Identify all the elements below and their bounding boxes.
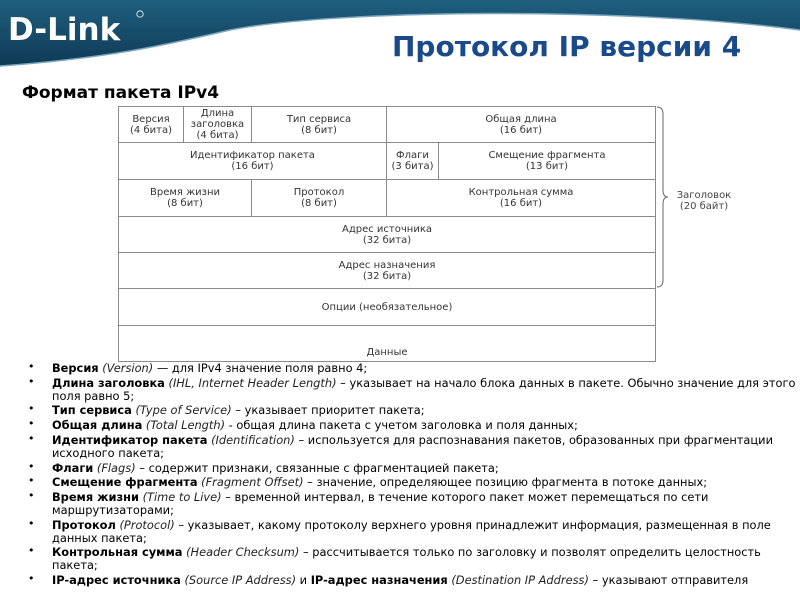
dlink-logo: D-Link: [8, 12, 121, 48]
field-protocol: Протокол (8 бит): [251, 179, 387, 217]
field-descriptions: [24, 362, 796, 589]
field-ihl: Длина заголовка (4 бита): [183, 106, 252, 143]
list-item: • Смещение фрагмента (Fragment Offset) – значение, определяющее позицию фрагмента в потоке данных;: [24, 476, 796, 489]
list-item: • IP-адрес источника (Source IP Address) и IP-адрес назначения (Destination IP Address) – указывают отправителя: [24, 574, 796, 587]
list-item: • Общая длина (Total Length) - общая длина пакета с учетом заголовка и поля данных;: [24, 419, 796, 432]
list-item: • Длина заголовка (IHL, Internet Header Length) – указывает на начало блока данных в пакете. Обычно значение для этого поля равно 5;: [24, 377, 796, 403]
field-header-checksum: Контрольная сумма (16 бит): [386, 179, 656, 217]
list-item: • Тип сервиса (Type of Service) – указывает приоритет пакета;: [24, 404, 796, 417]
diagram-subtitle: Формат пакета IPv4: [22, 83, 220, 103]
field-total-length: Общая длина (16 бит): [386, 106, 656, 143]
header-size-note: Заголовок (20 байт): [676, 190, 732, 212]
list-item: • Версия (Version) — для IPv4 значение поля равно 4;: [24, 362, 796, 375]
list-item: • Время жизни (Time to Live) – временной интервал, в течение которого пакет может перемещаться по сети маршрутизаторами;: [24, 491, 796, 517]
field-version: Версия (4 бита): [118, 106, 184, 143]
slide-title: Протокол IP версии 4: [392, 30, 742, 63]
list-item: • Флаги (Flags) – содержит признаки, связанные с фрагментацией пакета;: [24, 462, 796, 475]
list-item: • Протокол (Protocol) – указывает, какому протоколу верхнего уровня принадлежит информация, размещенная в поле данных пакета;: [24, 519, 796, 545]
list-item: • Идентификатор пакета (Identification) – используется для распознавания пакетов, образованных при фрагментации исходного пакета;: [24, 434, 796, 460]
field-data: Данные: [118, 325, 656, 362]
field-identification: Идентификатор пакета (16 бит): [118, 142, 387, 180]
field-destination-address: Адрес назначения (32 бита): [118, 252, 656, 289]
field-ttl: Время жизни (8 бит): [118, 179, 252, 217]
field-flags: Флаги (3 бита): [386, 142, 439, 180]
ipv4-packet-diagram: [118, 106, 656, 362]
field-options: Опции (необязательное): [118, 288, 656, 326]
field-type-of-service: Тип сервиса (8 бит): [251, 106, 387, 143]
list-item: • Контрольная сумма (Header Checksum) – рассчитывается только по заголовку и позволят определить целостность пакета;: [24, 546, 796, 572]
field-fragment-offset: Смещение фрагмента (13 бит): [438, 142, 656, 180]
field-source-address: Адрес источника (32 бита): [118, 216, 656, 253]
